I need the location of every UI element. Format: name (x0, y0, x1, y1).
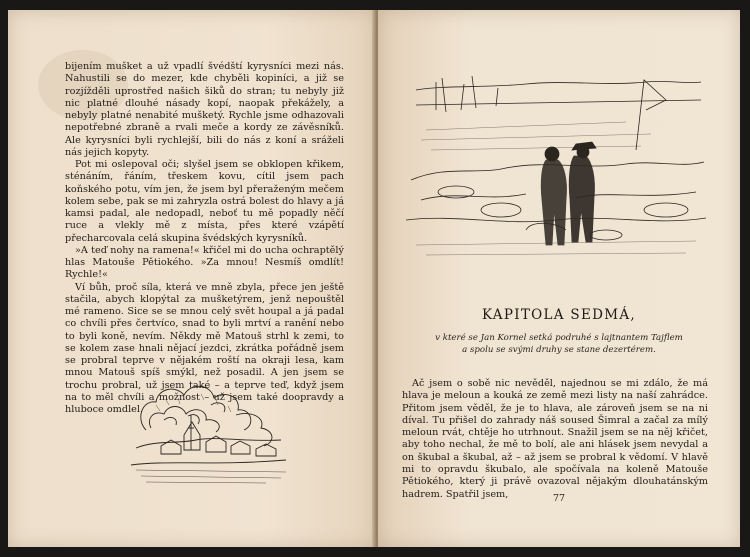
chapter-title: KAPITOLA SEDMÁ, (481, 307, 637, 323)
right-page-text (402, 378, 708, 501)
left-page (8, 10, 376, 547)
right-page (378, 10, 740, 547)
paragraph: »A teď nohy na ramena!« křičel mi do ucha ochraptělý hlas Matouše Pětiokého. »Za mnou! Nesmíš omdlít! Rychle!« (65, 244, 344, 281)
left-page-text (65, 61, 344, 416)
paragraph: Ví bůh, proč síla, která ve mně zbyla, přece jen ještě stačila, abych klopýtal za mušketýrem, jenž nepouštěl mé rameno. Sice se se mnou celý svět houpal a já padal co chvíli přes čertvíco, snad to byli mrtví a ranění nebo to byli koně, nevím. Někdy mě Matouš strhl k zemi, to se kolem zase hnali nějací jezdci, zkrátka pořádně jsem se probral teprve v nějakém roští na okraji lesa, kam mnou Matouš spíš smýkl, než posadil. A jen jsem se trochu probral, už jsem také – a teprve teď, když jsem na to měl chvíli a možnost – už jsem také doopravdy a hluboce omdlel. (65, 281, 344, 415)
page-number: 77 (552, 493, 566, 504)
chapter-subtitle-line: v které se Jan Kornel setká podruhé s lajtnantem Tajflem (435, 333, 683, 343)
paragraph: Pot mi oslepoval oči; slyšel jsem se obklopen křikem, sténáním, řáním, třeskem kovu, cítil jsem pach koňského potu, vím jen, že jsem byl přeraženým mečem kolem sebe, pak se mi zahryzla ostrá bolest do hlavy a já kamsi padal, ale nedopadl, neboť tu mě popadly něčí ruce a vlekly mě z místa, přes které vzápětí přecharcovala celá skupina švédských kyrysníků. (65, 159, 344, 244)
burning-town-illustration (116, 370, 296, 490)
chapter-subtitle (398, 332, 720, 356)
battlefield-illustration (406, 70, 706, 270)
paragraph: bijením mušket a už vpadlí švédští kyrysníci mezi nás. Nahustili se do mezer, kde chyběli kopiníci, a již se rozjížděli uprostřed našich šiků do stran; tu nebyly již nic platné dlouhé násady kopí, naopak překážely, a nebyly platné nenabité mušketý. Rychle jsme odhazovali nepotřebné zbraně a rvali meče a kordy ze závěsníků. Ale kyrysníci byli rychlejší, bili do nás z koní a sráželi nás jejich kopyty. (65, 61, 344, 158)
paragraph: Ač jsem o sobě nic nevěděl, najednou se mi zdálo, že má hlava je meloun a kouká ze země mezi listy na naší zahrádce. Přitom jsem věděl, že je to hlava, ale zároveň jsem se na ni díval. Tu přišel do zahrady náš soused Šimral a začal za mílý meloun rvát, chtěje ho utrhnout. Snažil jsem se na něj křičet, aby toho nechal, že mě to bolí, ale ani hlásek jsem nevydal a on škubal a škubal, až – až jsem se probral k vědomí. V hlavě mi to opravdu škubalo, ale spočívala na koleně Matouše Pětiokého, který ji právě ovazoval nějakým dlouhatánským hadrem. Spatřil jsem, (402, 378, 708, 500)
chapter-subtitle-line: a spolu se svými druhy se stane dezertérem. (462, 345, 656, 355)
